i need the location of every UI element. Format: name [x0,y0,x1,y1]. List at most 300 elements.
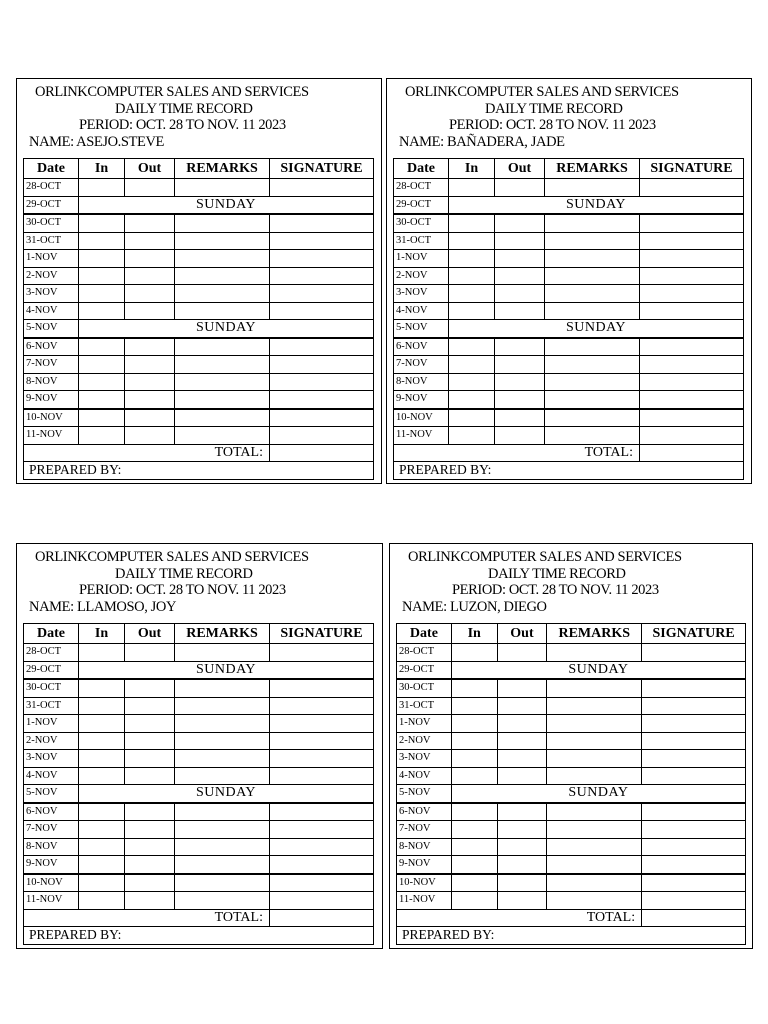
time-out-cell[interactable] [125,338,175,356]
time-in-cell[interactable] [79,391,125,409]
column-header: Date [397,624,452,644]
sunday-label: SUNDAY [449,320,744,338]
column-header: In [449,159,495,179]
table-header-row [24,624,374,644]
date-cell: 29-OCT [394,196,449,214]
total-value-cell[interactable] [270,444,374,462]
signature-cell[interactable] [270,356,374,374]
remarks-cell[interactable] [175,267,270,285]
remarks-cell[interactable] [175,750,270,768]
dtr-card [16,78,382,484]
time-in-cell[interactable] [79,338,125,356]
remarks-cell[interactable] [547,679,642,697]
remarks-cell[interactable] [175,803,270,821]
table-row [397,874,746,892]
signature-cell[interactable] [270,750,374,768]
table-row [397,644,746,662]
remarks-cell[interactable] [545,391,640,409]
time-in-cell[interactable] [79,856,125,874]
table-row [397,750,746,768]
remarks-cell[interactable] [175,427,270,445]
time-out-cell[interactable] [497,715,547,733]
signature-cell[interactable] [270,338,374,356]
dtr-card [386,78,752,484]
remarks-cell[interactable] [547,644,642,662]
time-out-cell[interactable] [497,821,547,839]
time-in-cell[interactable] [449,338,495,356]
remarks-cell[interactable] [545,232,640,250]
company-name: ORLINKCOMPUTER SALES AND SERVICES [408,549,682,565]
remarks-cell[interactable] [547,874,642,892]
time-out-cell[interactable] [497,750,547,768]
time-out-cell[interactable] [497,697,547,715]
time-out-cell[interactable] [125,644,175,662]
signature-cell[interactable] [270,803,374,821]
table-row [24,338,374,356]
remarks-cell[interactable] [175,232,270,250]
signature-cell[interactable] [640,179,744,197]
signature-cell[interactable] [270,285,374,303]
date-cell: 29-OCT [397,661,452,679]
remarks-cell[interactable] [175,767,270,785]
time-out-cell[interactable] [497,892,547,910]
signature-cell[interactable] [270,715,374,733]
time-out-cell[interactable] [495,391,545,409]
table-row [24,767,374,785]
time-in-cell[interactable] [451,838,497,856]
remarks-cell[interactable] [175,679,270,697]
time-out-cell[interactable] [495,267,545,285]
time-out-cell[interactable] [495,179,545,197]
table-row [24,232,374,250]
remarks-cell[interactable] [545,356,640,374]
time-out-cell[interactable] [497,856,547,874]
table-row [24,874,374,892]
time-out-cell[interactable] [497,803,547,821]
date-cell: 1-NOV [397,715,452,733]
time-out-cell[interactable] [125,214,175,232]
date-cell: 3-NOV [394,285,449,303]
prepared-by-label: PREPARED BY: [24,462,374,480]
date-cell: 2-NOV [24,732,79,750]
remarks-cell[interactable] [175,338,270,356]
time-out-cell[interactable] [125,267,175,285]
date-cell: 6-NOV [24,338,79,356]
time-out-cell[interactable] [125,356,175,374]
remarks-cell[interactable] [175,356,270,374]
signature-cell[interactable] [270,697,374,715]
company-name: ORLINKCOMPUTER SALES AND SERVICES [35,84,309,100]
table-row [394,338,744,356]
signature-cell[interactable] [640,267,744,285]
remarks-cell[interactable] [545,214,640,232]
time-in-cell[interactable] [451,732,497,750]
time-out-cell[interactable] [495,232,545,250]
time-in-cell[interactable] [79,214,125,232]
sunday-label: SUNDAY [79,661,374,679]
date-cell: 5-NOV [394,320,449,338]
signature-cell[interactable] [642,767,746,785]
time-out-cell[interactable] [125,750,175,768]
remarks-cell[interactable] [545,409,640,427]
table-row [397,767,746,785]
time-in-cell[interactable] [451,821,497,839]
dtr-card [16,543,383,949]
signature-cell[interactable] [270,856,374,874]
remarks-cell[interactable] [545,267,640,285]
remarks-cell[interactable] [545,338,640,356]
table-row [394,320,744,338]
time-out-cell[interactable] [125,409,175,427]
date-cell: 31-OCT [397,697,452,715]
time-out-cell[interactable] [125,856,175,874]
signature-cell[interactable] [270,214,374,232]
date-cell: 9-NOV [397,856,452,874]
time-in-cell[interactable] [79,644,125,662]
time-out-cell[interactable] [125,179,175,197]
time-out-cell[interactable] [125,732,175,750]
table-row [24,250,374,268]
date-cell: 10-NOV [24,409,79,427]
signature-cell[interactable] [270,232,374,250]
time-out-cell[interactable] [125,821,175,839]
remarks-cell[interactable] [547,803,642,821]
column-header: SIGNATURE [270,624,374,644]
date-cell: 28-OCT [394,179,449,197]
date-cell: 11-NOV [24,892,79,910]
remarks-cell[interactable] [547,892,642,910]
total-value-cell[interactable] [270,909,374,927]
signature-cell[interactable] [640,232,744,250]
signature-cell[interactable] [642,856,746,874]
date-cell: 28-OCT [397,644,452,662]
remarks-cell[interactable] [545,179,640,197]
time-in-cell[interactable] [79,179,125,197]
time-in-cell[interactable] [451,750,497,768]
signature-cell[interactable] [642,732,746,750]
table-row [397,803,746,821]
signature-cell[interactable] [270,644,374,662]
time-out-cell[interactable] [495,250,545,268]
time-in-cell[interactable] [449,250,495,268]
remarks-cell[interactable] [547,697,642,715]
signature-cell[interactable] [270,267,374,285]
time-in-cell[interactable] [79,874,125,892]
signature-cell[interactable] [640,409,744,427]
signature-cell[interactable] [270,179,374,197]
table-row [394,285,744,303]
signature-cell[interactable] [640,214,744,232]
table-row [24,285,374,303]
signature-cell[interactable] [642,838,746,856]
remarks-cell[interactable] [547,750,642,768]
signature-cell[interactable] [640,373,744,391]
total-label: TOTAL: [24,909,270,927]
remarks-cell[interactable] [175,715,270,733]
remarks-cell[interactable] [175,409,270,427]
time-in-cell[interactable] [79,250,125,268]
time-out-cell[interactable] [495,285,545,303]
signature-cell[interactable] [642,715,746,733]
time-out-cell[interactable] [497,644,547,662]
time-in-cell[interactable] [449,427,495,445]
time-out-cell[interactable] [125,679,175,697]
remarks-cell[interactable] [547,821,642,839]
time-in-cell[interactable] [449,267,495,285]
time-out-cell[interactable] [495,427,545,445]
time-out-cell[interactable] [497,767,547,785]
table-row [394,409,744,427]
signature-cell[interactable] [642,679,746,697]
signature-cell[interactable] [270,409,374,427]
date-cell: 8-NOV [397,838,452,856]
table-row [394,356,744,374]
signature-cell[interactable] [270,302,374,320]
signature-cell[interactable] [270,391,374,409]
table-row [24,320,374,338]
time-out-cell[interactable] [125,874,175,892]
time-out-cell[interactable] [495,409,545,427]
time-in-cell[interactable] [451,715,497,733]
remarks-cell[interactable] [175,856,270,874]
remarks-cell[interactable] [175,821,270,839]
remarks-cell[interactable] [547,767,642,785]
time-in-cell[interactable] [79,285,125,303]
total-label: TOTAL: [24,444,270,462]
remarks-cell[interactable] [547,732,642,750]
dtr-header [23,84,375,159]
time-in-cell[interactable] [79,803,125,821]
total-value-cell[interactable] [642,909,746,927]
time-in-cell[interactable] [449,232,495,250]
time-out-cell[interactable] [495,373,545,391]
table-row [24,373,374,391]
remarks-cell[interactable] [175,732,270,750]
sunday-label: SUNDAY [449,196,744,214]
time-in-cell[interactable] [449,391,495,409]
remarks-cell[interactable] [547,715,642,733]
signature-cell[interactable] [270,373,374,391]
time-in-cell[interactable] [79,821,125,839]
time-in-cell[interactable] [451,697,497,715]
date-cell: 8-NOV [24,373,79,391]
time-out-cell[interactable] [125,250,175,268]
signature-cell[interactable] [270,838,374,856]
remarks-cell[interactable] [545,302,640,320]
time-record-table [23,158,374,480]
dtr-card [389,543,753,949]
table-row [394,391,744,409]
time-in-cell[interactable] [79,302,125,320]
remarks-cell[interactable] [175,179,270,197]
signature-cell[interactable] [270,427,374,445]
time-out-cell[interactable] [497,838,547,856]
date-cell: 30-OCT [24,679,79,697]
employee-name: NAME: ASEJO.STEVE [29,133,164,150]
signature-cell[interactable] [270,250,374,268]
remarks-cell[interactable] [175,892,270,910]
date-cell: 5-NOV [397,785,452,803]
time-out-cell[interactable] [125,838,175,856]
signature-cell[interactable] [642,892,746,910]
remarks-cell[interactable] [175,373,270,391]
table-row [397,785,746,803]
date-cell: 3-NOV [24,750,79,768]
signature-cell[interactable] [642,803,746,821]
column-header: Out [125,624,175,644]
date-cell: 2-NOV [24,267,79,285]
time-out-cell[interactable] [497,679,547,697]
signature-cell[interactable] [640,356,744,374]
time-out-cell[interactable] [125,715,175,733]
date-cell: 28-OCT [24,644,79,662]
time-out-cell[interactable] [495,302,545,320]
signature-cell[interactable] [642,821,746,839]
remarks-cell[interactable] [547,856,642,874]
time-in-cell[interactable] [79,356,125,374]
signature-cell[interactable] [642,874,746,892]
table-row [397,697,746,715]
table-row [24,427,374,445]
time-out-cell[interactable] [495,356,545,374]
time-out-cell[interactable] [125,803,175,821]
time-in-cell[interactable] [451,679,497,697]
time-in-cell[interactable] [449,409,495,427]
signature-cell[interactable] [642,697,746,715]
remarks-cell[interactable] [545,373,640,391]
time-out-cell[interactable] [497,732,547,750]
table-row [24,409,374,427]
date-cell: 2-NOV [394,267,449,285]
time-in-cell[interactable] [79,838,125,856]
signature-cell[interactable] [640,338,744,356]
signature-cell[interactable] [640,391,744,409]
sunday-label: SUNDAY [79,785,374,803]
time-out-cell[interactable] [495,338,545,356]
signature-cell[interactable] [270,732,374,750]
date-cell: 30-OCT [24,214,79,232]
date-cell: 5-NOV [24,785,79,803]
time-in-cell[interactable] [449,179,495,197]
signature-cell[interactable] [642,750,746,768]
remarks-cell[interactable] [175,285,270,303]
signature-cell[interactable] [270,892,374,910]
table-row [24,196,374,214]
time-in-cell[interactable] [79,715,125,733]
time-out-cell[interactable] [125,285,175,303]
date-cell: 10-NOV [24,874,79,892]
time-in-cell[interactable] [451,874,497,892]
remarks-cell[interactable] [175,644,270,662]
time-out-cell[interactable] [125,427,175,445]
remarks-cell[interactable] [175,874,270,892]
remarks-cell[interactable] [545,250,640,268]
signature-cell[interactable] [640,302,744,320]
time-in-cell[interactable] [451,803,497,821]
time-out-cell[interactable] [125,697,175,715]
column-header: SIGNATURE [642,624,746,644]
prepared-by-label: PREPARED BY: [397,927,746,945]
table-row [24,302,374,320]
remarks-cell[interactable] [175,697,270,715]
date-cell: 29-OCT [24,196,79,214]
document-title: DAILY TIME RECORD [485,100,623,117]
time-in-cell[interactable] [79,892,125,910]
remarks-cell[interactable] [175,391,270,409]
table-row [394,214,744,232]
time-out-cell[interactable] [495,214,545,232]
table-row [24,785,374,803]
time-in-cell[interactable] [79,232,125,250]
remarks-cell[interactable] [545,285,640,303]
time-in-cell[interactable] [449,285,495,303]
time-out-cell[interactable] [125,373,175,391]
signature-cell[interactable] [642,644,746,662]
time-out-cell[interactable] [125,302,175,320]
time-in-cell[interactable] [79,373,125,391]
time-in-cell[interactable] [79,697,125,715]
remarks-cell[interactable] [175,838,270,856]
time-in-cell[interactable] [451,856,497,874]
total-value-cell[interactable] [640,444,744,462]
table-row [397,838,746,856]
time-in-cell[interactable] [451,892,497,910]
signature-cell[interactable] [270,874,374,892]
time-in-cell[interactable] [449,302,495,320]
sunday-label: SUNDAY [451,785,745,803]
time-in-cell[interactable] [79,679,125,697]
time-out-cell[interactable] [125,767,175,785]
date-cell: 7-NOV [394,356,449,374]
remarks-cell[interactable] [175,302,270,320]
time-out-cell[interactable] [125,232,175,250]
date-cell: 11-NOV [394,427,449,445]
time-in-cell[interactable] [449,373,495,391]
document-title: DAILY TIME RECORD [115,100,253,117]
time-in-cell[interactable] [449,214,495,232]
time-in-cell[interactable] [79,750,125,768]
column-header: Out [497,624,547,644]
date-cell: 4-NOV [394,302,449,320]
time-out-cell[interactable] [497,874,547,892]
time-in-cell[interactable] [79,409,125,427]
time-in-cell[interactable] [449,356,495,374]
signature-cell[interactable] [640,427,744,445]
signature-cell[interactable] [640,250,744,268]
time-in-cell[interactable] [451,644,497,662]
time-out-cell[interactable] [125,391,175,409]
time-in-cell[interactable] [451,767,497,785]
remarks-cell[interactable] [547,838,642,856]
time-in-cell[interactable] [79,732,125,750]
time-in-cell[interactable] [79,267,125,285]
remarks-cell[interactable] [175,250,270,268]
time-out-cell[interactable] [125,892,175,910]
signature-cell[interactable] [270,767,374,785]
time-record-table [23,623,374,945]
column-header: REMARKS [545,159,640,179]
table-row [397,679,746,697]
signature-cell[interactable] [640,285,744,303]
date-cell: 7-NOV [24,821,79,839]
signature-cell[interactable] [270,821,374,839]
date-cell: 1-NOV [24,715,79,733]
remarks-cell[interactable] [545,427,640,445]
remarks-cell[interactable] [175,214,270,232]
signature-cell[interactable] [270,679,374,697]
time-in-cell[interactable] [79,427,125,445]
time-in-cell[interactable] [79,767,125,785]
